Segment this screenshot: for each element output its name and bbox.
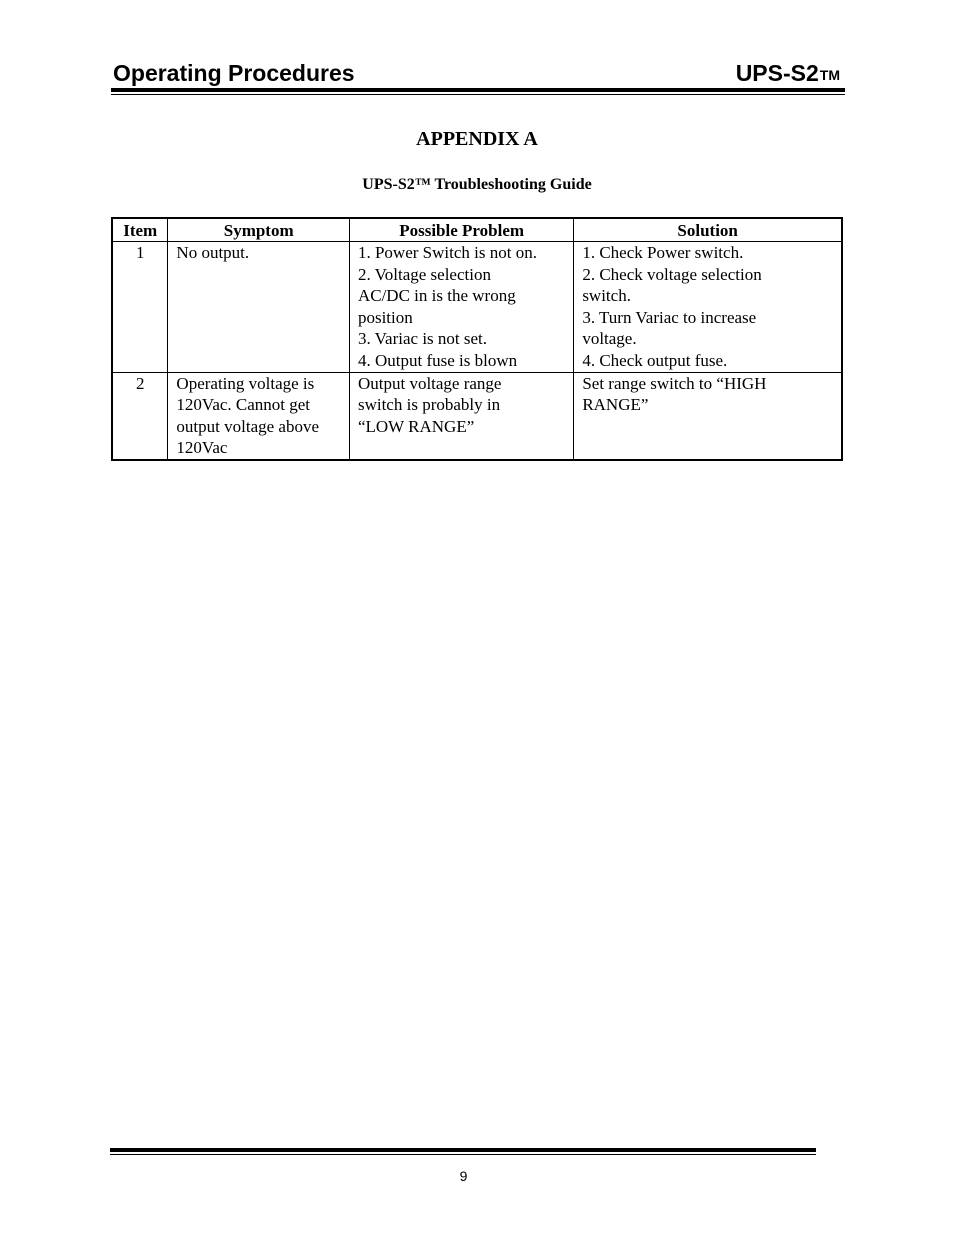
- solution-line: voltage.: [582, 329, 637, 349]
- troubleshooting-table: [111, 217, 843, 461]
- table-row: [112, 242, 842, 373]
- solution-line: RANGE”: [582, 395, 649, 415]
- header-rule-thin: [111, 94, 845, 95]
- problem-line: 2. Voltage selection: [357, 264, 491, 284]
- page-header: [111, 58, 844, 88]
- section-title: Operating Procedures: [113, 60, 355, 86]
- product-name: [736, 58, 840, 90]
- guide-title: UPS-S2™ Troubleshooting Guide: [362, 176, 592, 193]
- footer-rule: [110, 1148, 816, 1152]
- trademark-symbol: TM: [819, 67, 840, 83]
- problem-line: 1. Power Switch is not on.: [357, 243, 537, 262]
- item-cell: 2: [112, 372, 168, 460]
- solution-line: switch.: [582, 286, 631, 306]
- symptom-cell: [168, 372, 350, 460]
- solution-line: 2. Check voltage selection: [582, 264, 762, 284]
- problem-line: 4. Output fuse is blown: [357, 350, 518, 370]
- solution-cell: [574, 242, 842, 373]
- page-number: 9: [459, 1168, 468, 1184]
- solution-line: 3. Turn Variac to increase: [582, 307, 757, 327]
- table-header-row: [112, 218, 842, 242]
- symptom-line: 120Vac: [176, 438, 228, 458]
- problem-line: Output voltage range: [357, 373, 502, 393]
- header-item: Item: [112, 218, 168, 242]
- solution-cell: [574, 372, 842, 460]
- header-solution: Solution: [574, 218, 842, 242]
- symptom-cell: [168, 242, 350, 373]
- symptom-line: output voltage above: [176, 416, 319, 436]
- footer-rule-thin: [110, 1154, 816, 1155]
- problem-line: AC/DC in is the wrong: [357, 286, 516, 306]
- solution-line: Set range switch to “HIGH: [582, 373, 767, 393]
- product-label: UPS-S2: [735, 60, 819, 86]
- problem-cell: [349, 242, 573, 373]
- header-symptom: Symptom: [168, 218, 350, 242]
- symptom-line: No output.: [176, 243, 250, 262]
- problem-line: 3. Variac is not set.: [357, 329, 488, 349]
- appendix-title: APPENDIX A: [416, 128, 538, 150]
- symptom-line: 120Vac. Cannot get: [176, 395, 311, 415]
- problem-line: switch is probably in: [357, 395, 501, 415]
- header-possible-problem: Possible Problem: [349, 218, 573, 242]
- problem-line: position: [357, 307, 413, 327]
- header-rule: [111, 88, 845, 92]
- problem-line: “LOW RANGE”: [357, 416, 475, 436]
- table-row: [112, 372, 842, 460]
- solution-line: 4. Check output fuse.: [582, 350, 728, 370]
- symptom-line: Operating voltage is: [176, 373, 315, 393]
- solution-line: 1. Check Power switch.: [582, 243, 744, 262]
- item-cell: 1: [112, 242, 168, 373]
- problem-cell: [349, 372, 573, 460]
